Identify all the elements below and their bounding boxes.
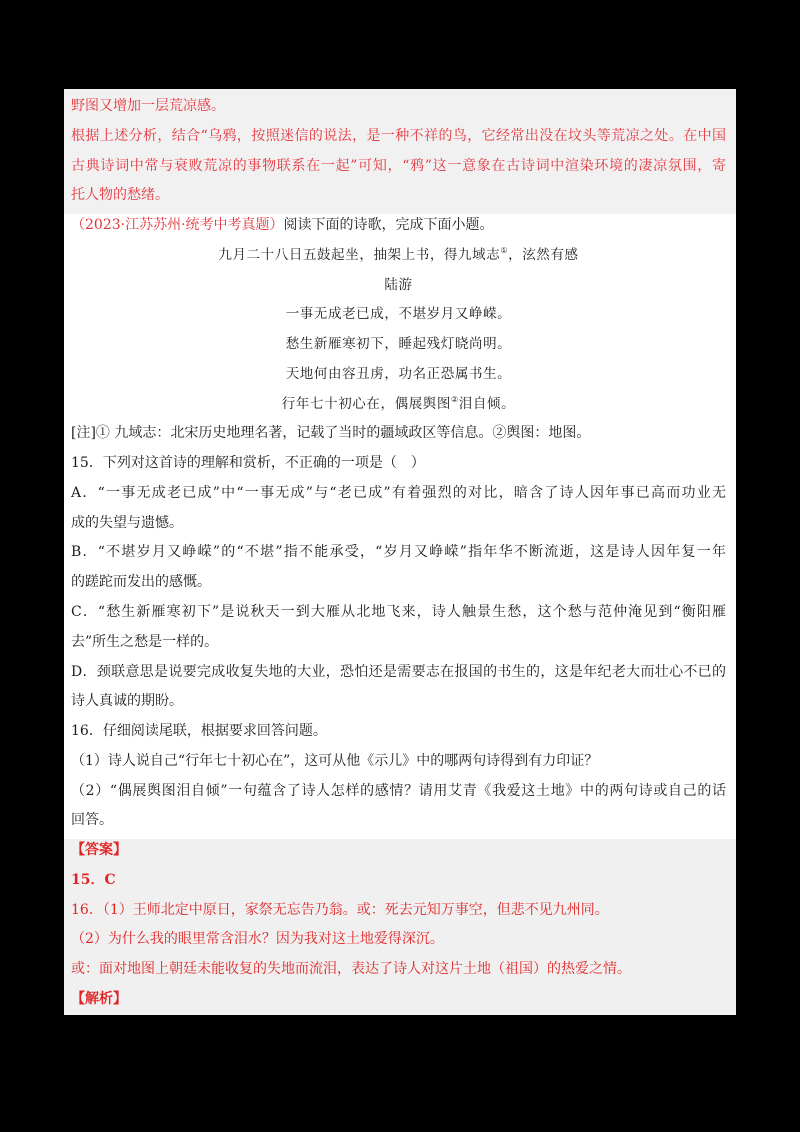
q16-sub2-cont: 回答。 — [71, 812, 113, 829]
note-mark-1: ① — [500, 245, 509, 255]
analysis-line: 托人物的愁绪。 — [71, 187, 169, 204]
question-instruction: 阅读下面的诗歌，完成下面小题。 — [283, 217, 494, 234]
analysis-line: 野图又增加一层荒凉感。 — [71, 98, 225, 114]
answer-15: 15．C — [71, 871, 116, 888]
answer-16-1: 16．（1）王师北定中原日，家祭无忘告乃翁。或：死去元知万事空，但悲不见九州同。 — [71, 901, 609, 918]
q15-option-a-cont: 成的失望与遗憾。 — [71, 514, 183, 531]
q16-sub2: （2）“偶展舆图泪自倾”一句蕴含了诗人怎样的感情？请用艾青《我爱这土地》中的两句诗或自己的话 — [71, 782, 726, 799]
q16-sub1: （1）诗人说自己“行年七十初心在”，这可从他《示儿》中的哪两句诗得到有力印证？ — [71, 752, 599, 769]
poem-line: 一事无成老已成，不堪岁月又峥嵘。 — [285, 306, 512, 323]
q15-option-c-cont: 去”所生之愁是一样的。 — [71, 633, 219, 650]
poem-title-suffix: ，泫然有感 — [508, 246, 579, 263]
q15-option-b: B．“不堪岁月又峥嵘”的“不堪”指不能承受，“岁月又峥嵘”指年华不断流逝，这是诗人因年复一年 — [71, 544, 726, 561]
poem-author: 陆游 — [384, 276, 413, 293]
document-page — [64, 92, 736, 1015]
analysis-heading: 【解析】 — [71, 990, 127, 1007]
analysis-line: 根据上述分析，结合“乌鸦，按照迷信的说法，是一种不祥的鸟，它经常出没在坟头等荒凉之处。在中国 — [71, 127, 726, 144]
q15-option-a: A．“一事无成老已成”中“一事无成”与“老已成”有着强烈的对比，暗含了诗人因年事已高而功业无 — [71, 484, 726, 501]
question-header — [71, 211, 726, 241]
poem-line — [71, 390, 726, 420]
q15-option-c: C．“愁生新雁寒初下”是说秋天一到大雁从北地飞来，诗人触景生愁，这个愁与范仲淹见到“衡阳雁 — [71, 604, 726, 621]
note-mark-2: ② — [451, 394, 459, 404]
poem-line-text: 行年七十初心在，偶展舆图 — [281, 395, 451, 412]
q15-option-b-cont: 的蹉跎而发出的感慨。 — [71, 574, 211, 591]
answer-16-2: （2）为什么我的眼里常含泪水？因为我对这土地爱得深沉。 — [71, 931, 444, 948]
answer-16-alt: 或：面对地图上朝廷未能收复的失地而流泪，表达了诗人对这片土地（祖国）的热爱之情。 — [71, 961, 631, 978]
q15-option-d-cont: 诗人真诚的期盼。 — [71, 693, 183, 710]
q16-stem: 16．仔细阅读尾联，根据要求回答问题。 — [71, 723, 327, 740]
question-source: （2023·江苏苏州·统考中考真题） — [71, 217, 284, 234]
q15-stem: 15．下列对这首诗的理解和赏析，不正确的一项是（ ） — [71, 455, 425, 472]
poem-title-text: 九月二十八日五鼓起坐，抽架上书，得九域志 — [218, 246, 501, 263]
answer-heading: 【答案】 — [71, 842, 127, 859]
poem-line-text-end: 泪自倾。 — [458, 395, 516, 412]
q15-option-d: D．颈联意思是说要完成收复失地的大业，恐怕还是需要志在报国的书生的，这是年纪老大而壮心不已的 — [71, 663, 726, 680]
analysis-line: 古典诗词中常与衰败荒凉的事物联系在一起”可知，“鸦”这一意象在古诗词中渲染环境的凄凉氛围，寄 — [71, 157, 726, 174]
poem-line: 愁生新雁寒初下，睡起残灯晓尚明。 — [285, 336, 512, 353]
poem-notes: [注]① 九域志：北宋历史地理名著，记载了当时的疆域政区等信息。②舆图：地图。 — [71, 425, 591, 442]
poem-line: 天地何由容丑虏，功名正恐属书生。 — [285, 365, 512, 382]
poem-title — [71, 241, 726, 271]
